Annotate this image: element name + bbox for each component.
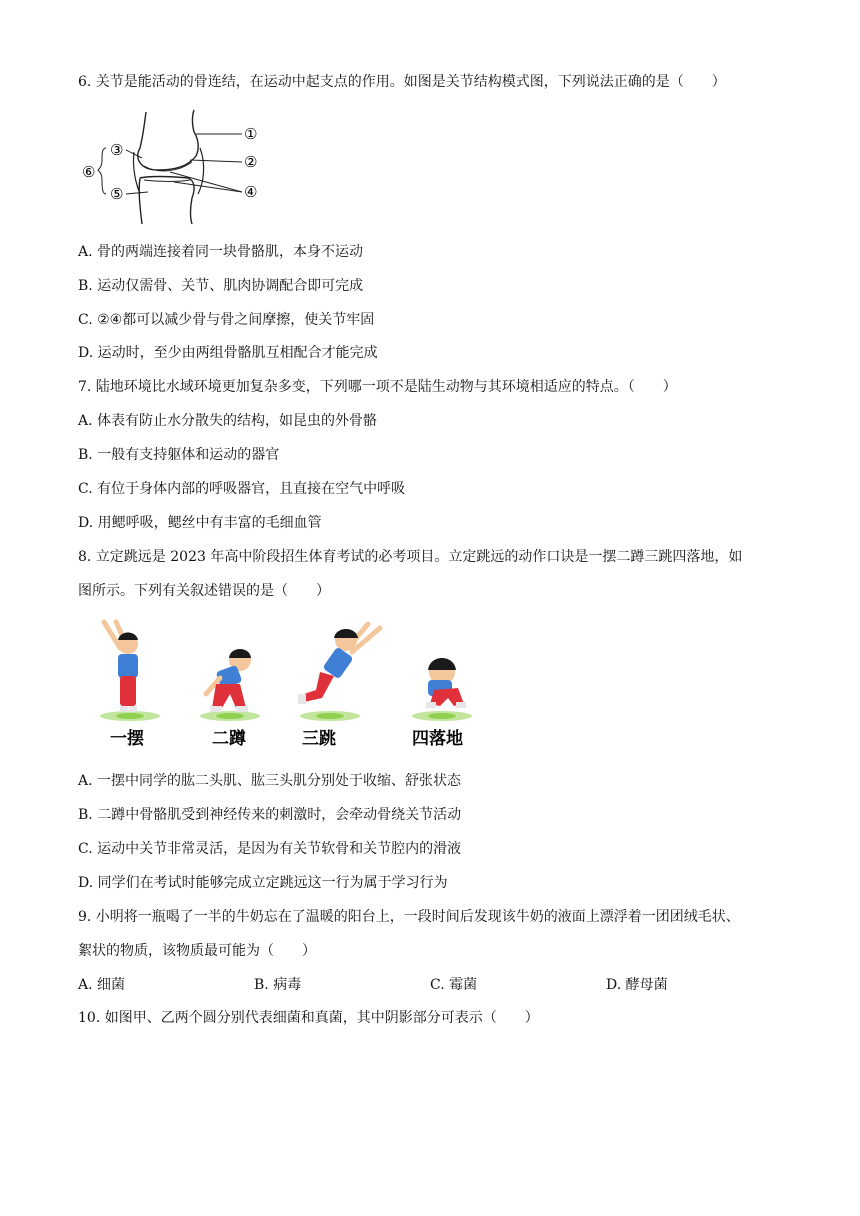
- q9-option-c: C. 霉菌: [430, 977, 478, 993]
- caption-jump: 三跳: [302, 729, 336, 749]
- q7-option-c: C. 有位于身体内部的呼吸器官，且直接在空气中呼吸: [78, 481, 406, 497]
- q9-option-a: A. 细菌: [78, 977, 126, 993]
- q7-option-d: D. 用鳃呼吸，鳃丝中有丰富的毛细血管: [78, 515, 322, 531]
- label-5: ⑤: [110, 185, 124, 203]
- q6-option-d: D. 运动时，至少由两组骨骼肌互相配合才能完成: [78, 345, 378, 361]
- q9-option-b: B. 病毒: [254, 977, 302, 993]
- pose-jump: [298, 624, 380, 721]
- q9-options: [78, 975, 798, 995]
- q8-option-a: A. 一摆中同学的肱二头肌、肱三头肌分别处于收缩、舒张状态: [78, 773, 462, 789]
- label-3: ③: [110, 141, 124, 159]
- q8-stem-line-1: 8. 立定跳远是 2023 年高中阶段招生体育考试的必考项目。立定跳远的动作口诀是一摆二蹲三跳四落地，如: [78, 549, 743, 565]
- caption-swing: 一摆: [110, 729, 144, 749]
- q8-stem-line-2: 图所示。下列有关叙述错误的是（ ）: [78, 583, 330, 599]
- pose-land: [412, 658, 472, 721]
- label-2: ②: [244, 153, 258, 171]
- caption-land: 四落地: [412, 729, 463, 749]
- q10-stem: 10. 如图甲、乙两个圆分别代表细菌和真菌，其中阴影部分可表示（ ）: [78, 1010, 539, 1026]
- pose-crouch: [200, 649, 260, 721]
- q8-option-c: C. 运动中关节非常灵活，是因为有关节软骨和关节腔内的滑液: [78, 841, 462, 857]
- label-6: ⑥: [82, 163, 96, 181]
- q6-option-b: B. 运动仅需骨、关节、肌肉协调配合即可完成: [78, 278, 364, 294]
- q6-stem: 6. 关节是能活动的骨连结，在运动中起支点的作用。如图是关节结构模式图，下列说法正确的是（ ）: [78, 74, 726, 90]
- label-4: ④: [244, 183, 258, 201]
- q8-option-d: D. 同学们在考试时能够完成立定跳远这一行为属于学习行为: [78, 875, 448, 891]
- q7-option-b: B. 一般有支持躯体和运动的器官: [78, 447, 280, 463]
- q9-stem-line-1: 9. 小明将一瓶喝了一半的牛奶忘在了温暖的阳台上，一段时间后发现该牛奶的液面上漂浮着一团团绒毛状、: [78, 909, 740, 925]
- pose-swing: [100, 622, 160, 721]
- caption-crouch: 二蹲: [212, 729, 246, 749]
- q6-option-c: C. ②④都可以减少骨与骨之间摩擦，使关节牢固: [78, 312, 375, 328]
- q6-option-a: A. 骨的两端连接着同一块骨骼肌，本身不运动: [78, 244, 364, 260]
- standing-long-jump-figure: [90, 618, 490, 758]
- joint-structure-diagram: [78, 108, 278, 228]
- label-1: ①: [244, 125, 258, 143]
- q9-option-d: D. 酵母菌: [606, 977, 668, 993]
- q9-stem-line-2: 絮状的物质，该物质最可能为（ ）: [78, 943, 316, 959]
- q7-option-a: A. 体表有防止水分散失的结构，如昆虫的外骨骼: [78, 413, 378, 429]
- q8-option-b: B. 二蹲中骨骼肌受到神经传来的刺激时，会牵动骨绕关节活动: [78, 807, 462, 823]
- q7-stem: 7. 陆地环境比水域环境更加复杂多变，下列哪一项不是陆生动物与其环境相适应的特点。（ ）: [78, 379, 677, 395]
